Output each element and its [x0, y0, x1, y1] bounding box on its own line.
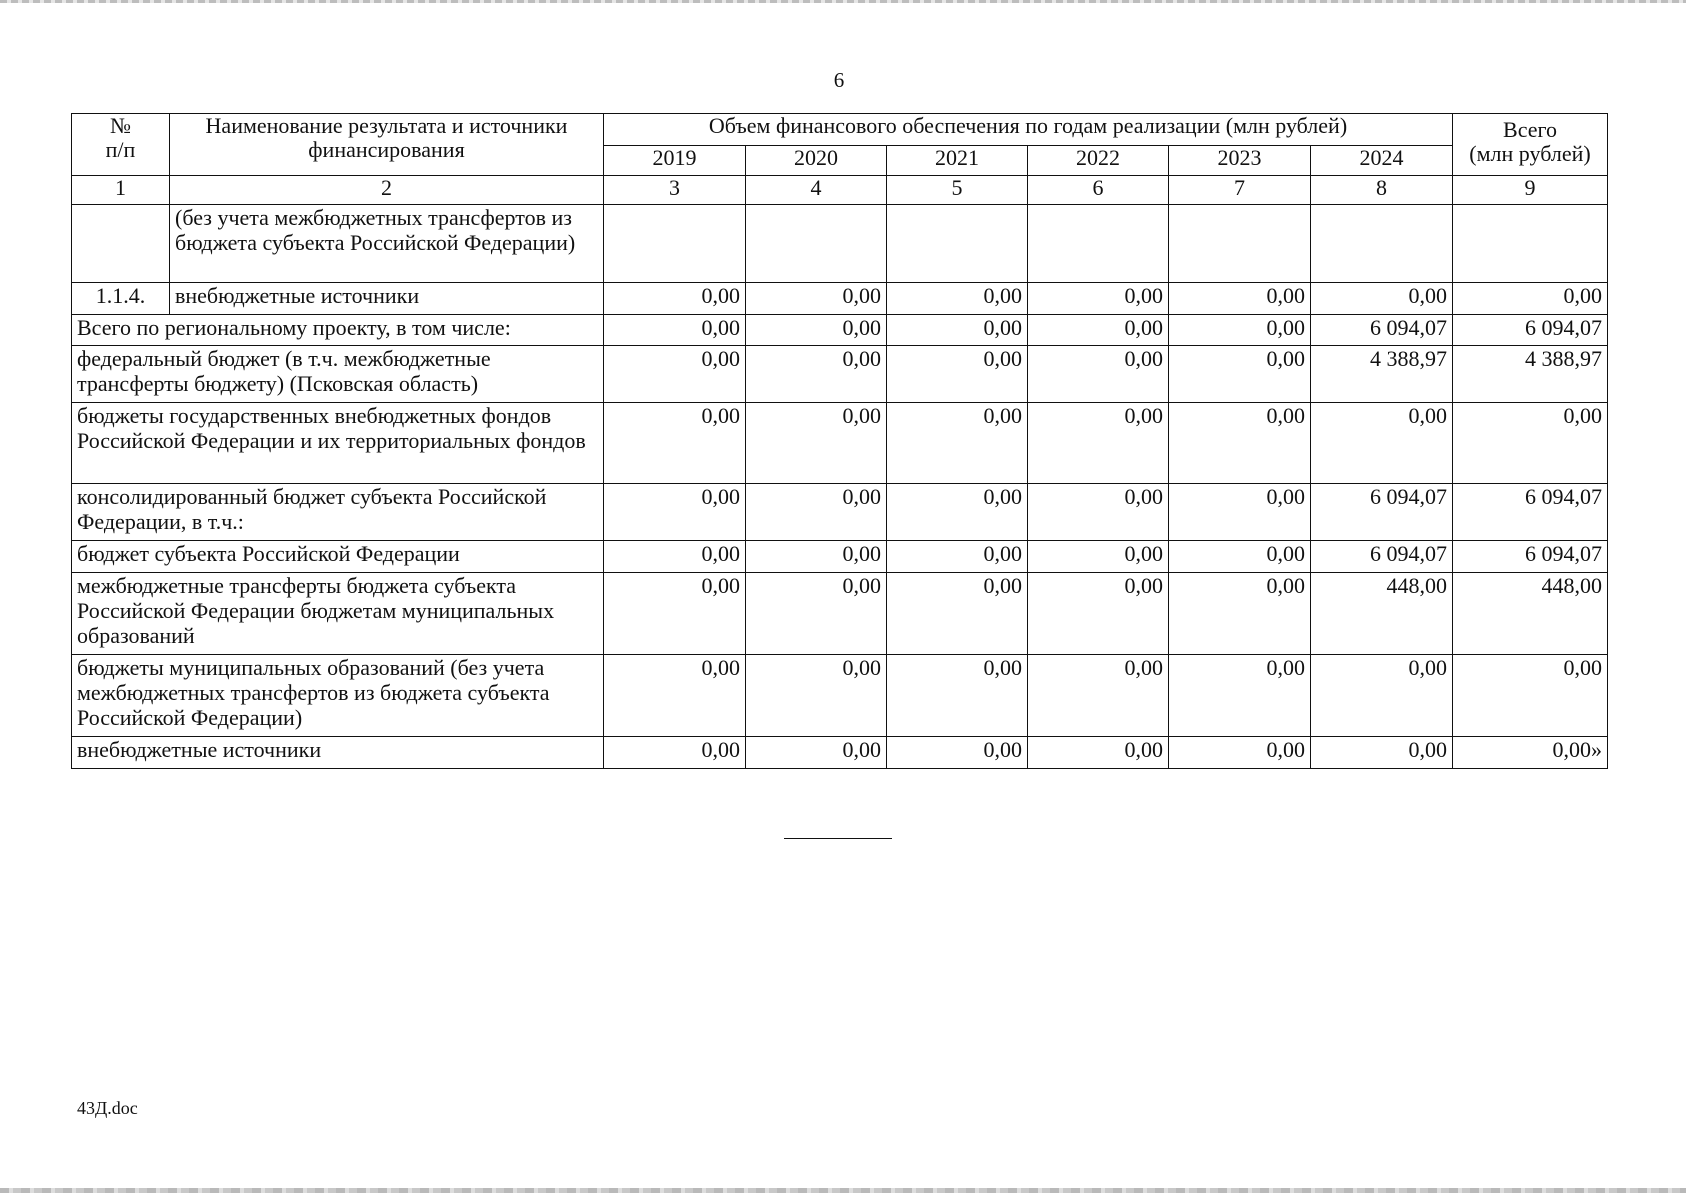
table-row [72, 737, 1608, 769]
column-number: 2 [170, 176, 604, 205]
year-value: 0,00 [887, 346, 1028, 403]
header-year: 2022 [1028, 146, 1169, 176]
row-name: консолидированный бюджет субъекта Российской Федерации, в т.ч.: [72, 484, 604, 541]
table-row [72, 541, 1608, 573]
total-value: 0,00 [1453, 655, 1608, 737]
year-value: 0,00 [746, 737, 887, 769]
table-row [72, 484, 1608, 541]
header-year: 2024 [1311, 146, 1453, 176]
header-year: 2019 [604, 146, 746, 176]
column-number: 6 [1028, 176, 1169, 205]
scan-edge-bottom [0, 1188, 1686, 1193]
total-value: 6 094,07 [1453, 541, 1608, 573]
year-value: 0,00 [1028, 484, 1169, 541]
year-value: 0,00 [604, 484, 746, 541]
year-value: 0,00 [1169, 403, 1311, 484]
table-body [72, 205, 1608, 769]
year-value: 0,00 [746, 573, 887, 655]
year-value: 0,00 [746, 541, 887, 573]
total-value [1453, 205, 1608, 283]
footer-divider [784, 838, 892, 839]
scan-edge-top [0, 0, 1686, 3]
year-value: 0,00 [1311, 283, 1453, 315]
row-name: бюджеты государственных внебюджетных фондов Российской Федерации и их территориальных фондов [72, 403, 604, 484]
total-value: 6 094,07 [1453, 484, 1608, 541]
table-row [72, 205, 1608, 283]
year-value: 0,00 [604, 315, 746, 346]
year-value: 0,00 [1028, 283, 1169, 315]
total-value: 6 094,07 [1453, 315, 1608, 346]
year-value: 0,00 [604, 573, 746, 655]
year-value: 0,00 [604, 655, 746, 737]
year-value: 0,00 [1169, 541, 1311, 573]
year-value: 448,00 [1311, 573, 1453, 655]
year-value: 4 388,97 [1311, 346, 1453, 403]
year-value: 0,00 [1169, 283, 1311, 315]
year-value: 0,00 [1311, 655, 1453, 737]
year-value: 0,00 [1311, 737, 1453, 769]
year-value [1028, 205, 1169, 283]
column-number: 8 [1311, 176, 1453, 205]
year-value: 0,00 [746, 283, 887, 315]
row-number [72, 205, 170, 283]
page-number: 6 [833, 68, 845, 92]
year-value [887, 205, 1028, 283]
year-value: 0,00 [1311, 403, 1453, 484]
year-value: 0,00 [1028, 737, 1169, 769]
header-volume: Объем финансового обеспечения по годам реализации (млн рублей) [604, 114, 1453, 146]
table-row [72, 283, 1608, 315]
column-number: 9 [1453, 176, 1608, 205]
table-row [72, 403, 1608, 484]
row-name: внебюджетные источники [170, 283, 604, 315]
year-value: 0,00 [746, 315, 887, 346]
column-number: 7 [1169, 176, 1311, 205]
financing-table [71, 113, 1608, 769]
column-number: 3 [604, 176, 746, 205]
table-row [72, 315, 1608, 346]
column-number: 4 [746, 176, 887, 205]
year-value: 0,00 [887, 541, 1028, 573]
year-value: 0,00 [1028, 403, 1169, 484]
year-value [746, 205, 887, 283]
year-value: 0,00 [887, 283, 1028, 315]
row-name: бюджет субъекта Российской Федерации [72, 541, 604, 573]
file-name: 43Д.doc [77, 1098, 138, 1118]
row-number: 1.1.4. [72, 283, 170, 315]
year-value: 0,00 [1028, 655, 1169, 737]
year-value: 0,00 [1169, 315, 1311, 346]
year-value: 0,00 [746, 655, 887, 737]
column-number: 5 [887, 176, 1028, 205]
row-name: (без учета межбюджетных трансфертов из бюджета субъекта Российской Федерации) [170, 205, 604, 283]
year-value: 0,00 [746, 403, 887, 484]
year-value: 0,00 [887, 315, 1028, 346]
row-name: внебюджетные источники [72, 737, 604, 769]
table-header [72, 114, 1608, 205]
header-year: 2020 [746, 146, 887, 176]
year-value: 0,00 [887, 737, 1028, 769]
total-value: 0,00 [1453, 403, 1608, 484]
year-value: 0,00 [604, 283, 746, 315]
year-value: 0,00 [604, 346, 746, 403]
year-value: 0,00 [1169, 346, 1311, 403]
row-name: бюджеты муниципальных образований (без учета межбюджетных трансфертов из бюджета субъекта Российской Федерации) [72, 655, 604, 737]
table-row [72, 655, 1608, 737]
year-value: 0,00 [1028, 541, 1169, 573]
year-value [1169, 205, 1311, 283]
year-value: 0,00 [746, 484, 887, 541]
total-value: 4 388,97 [1453, 346, 1608, 403]
year-value [604, 205, 746, 283]
year-value: 0,00 [604, 541, 746, 573]
header-year: 2021 [887, 146, 1028, 176]
table-row [72, 346, 1608, 403]
year-value: 0,00 [1169, 484, 1311, 541]
year-value: 0,00 [604, 403, 746, 484]
total-value: 0,00 [1453, 283, 1608, 315]
total-value: 0,00» [1453, 737, 1608, 769]
year-value: 6 094,07 [1311, 541, 1453, 573]
header-number: № п/п [72, 114, 170, 176]
column-number: 1 [72, 176, 170, 205]
header-name: Наименование результата и источники финансирования [170, 114, 604, 176]
table-row [72, 573, 1608, 655]
year-value: 0,00 [1028, 573, 1169, 655]
row-name: федеральный бюджет (в т.ч. межбюджетные трансферты бюджету) (Псковская область) [72, 346, 604, 403]
year-value: 0,00 [1169, 655, 1311, 737]
year-value: 6 094,07 [1311, 484, 1453, 541]
year-value: 0,00 [1028, 346, 1169, 403]
year-value: 0,00 [887, 655, 1028, 737]
header-year: 2023 [1169, 146, 1311, 176]
row-name: Всего по региональному проекту, в том числе: [72, 315, 604, 346]
year-value: 6 094,07 [1311, 315, 1453, 346]
year-value: 0,00 [887, 484, 1028, 541]
row-name: межбюджетные трансферты бюджета субъекта Российской Федерации бюджетам муниципальных образований [72, 573, 604, 655]
year-value [1311, 205, 1453, 283]
header-total: Всего (млн рублей) [1453, 114, 1608, 176]
year-value: 0,00 [1028, 315, 1169, 346]
year-value: 0,00 [1169, 737, 1311, 769]
year-value: 0,00 [887, 573, 1028, 655]
total-value: 448,00 [1453, 573, 1608, 655]
year-value: 0,00 [746, 346, 887, 403]
year-value: 0,00 [604, 737, 746, 769]
year-value: 0,00 [887, 403, 1028, 484]
year-value: 0,00 [1169, 573, 1311, 655]
